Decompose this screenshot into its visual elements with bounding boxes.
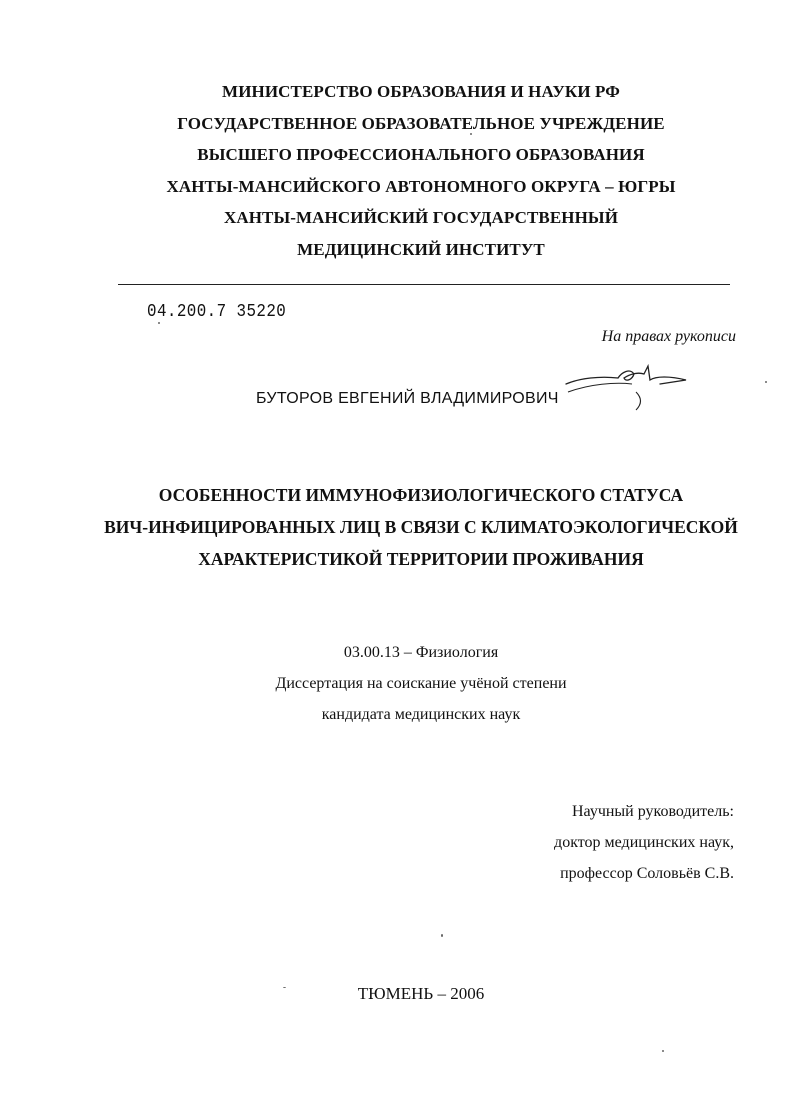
- title-line: ВИЧ-ИНФИЦИРОВАННЫХ ЛИЦ В СВЯЗИ С КЛИМАТОЭКОЛОГИЧЕСКОЙ: [104, 517, 738, 537]
- degree-name: кандидата медицинских наук: [321, 706, 521, 723]
- header-divider: [118, 284, 730, 285]
- institution-line: ХАНТЫ-МАНСИЙСКОГО АВТОНОМНОГО ОКРУГА – ЮГРЫ: [166, 176, 676, 196]
- specialty-code: 03.00.13 – Физиология: [343, 644, 499, 661]
- scan-speck: [441, 934, 443, 937]
- supervisor-name: профессор Соловьёв С.В.: [560, 865, 734, 882]
- institution-line: МИНИСТЕРСТВО ОБРАЗОВАНИЯ И НАУКИ РФ: [222, 82, 620, 101]
- manuscript-note: На правах рукописи: [601, 328, 736, 345]
- institution-header: [0, 76, 792, 265]
- scan-speck: [765, 381, 767, 383]
- scan-speck: [283, 987, 286, 988]
- dissertation-title: [0, 479, 792, 575]
- scan-speck: [470, 133, 472, 135]
- supervisor-degree: доктор медицинских наук,: [554, 834, 734, 851]
- title-line: ХАРАКТЕРИСТИКОЙ ТЕРРИТОРИИ ПРОЖИВАНИЯ: [198, 549, 644, 569]
- registry-number: 04.200.7 35220: [147, 302, 287, 322]
- institution-line: ВЫСШЕГО ПРОФЕССИОНАЛЬНОГО ОБРАЗОВАНИЯ: [197, 145, 645, 164]
- institution-line: ГОСУДАРСТВЕННОЕ ОБРАЗОВАТЕЛЬНОЕ УЧРЕЖДЕНИЕ: [177, 113, 665, 133]
- dissertation-purpose: Диссертация на соискание учёной степени: [275, 675, 567, 692]
- signature-mark: [560, 362, 690, 414]
- supervisor-label: Научный руководитель:: [571, 803, 734, 820]
- scan-speck: [158, 322, 160, 324]
- city-year: ТЮМЕНЬ – 2006: [357, 984, 485, 1003]
- author-name: БУТОРОВ ЕВГЕНИЙ ВЛАДИМИРОВИЧ: [256, 390, 559, 407]
- institution-line: МЕДИЦИНСКИЙ ИНСТИТУТ: [297, 239, 545, 259]
- institution-line: ХАНТЫ-МАНСИЙСКИЙ ГОСУДАРСТВЕННЫЙ: [223, 208, 619, 227]
- degree-info: [0, 637, 792, 730]
- scan-speck: [662, 1050, 664, 1052]
- title-line: ОСОБЕННОСТИ ИММУНОФИЗИОЛОГИЧЕСКОГО СТАТУСА: [158, 485, 684, 505]
- supervisor-block: [554, 796, 734, 889]
